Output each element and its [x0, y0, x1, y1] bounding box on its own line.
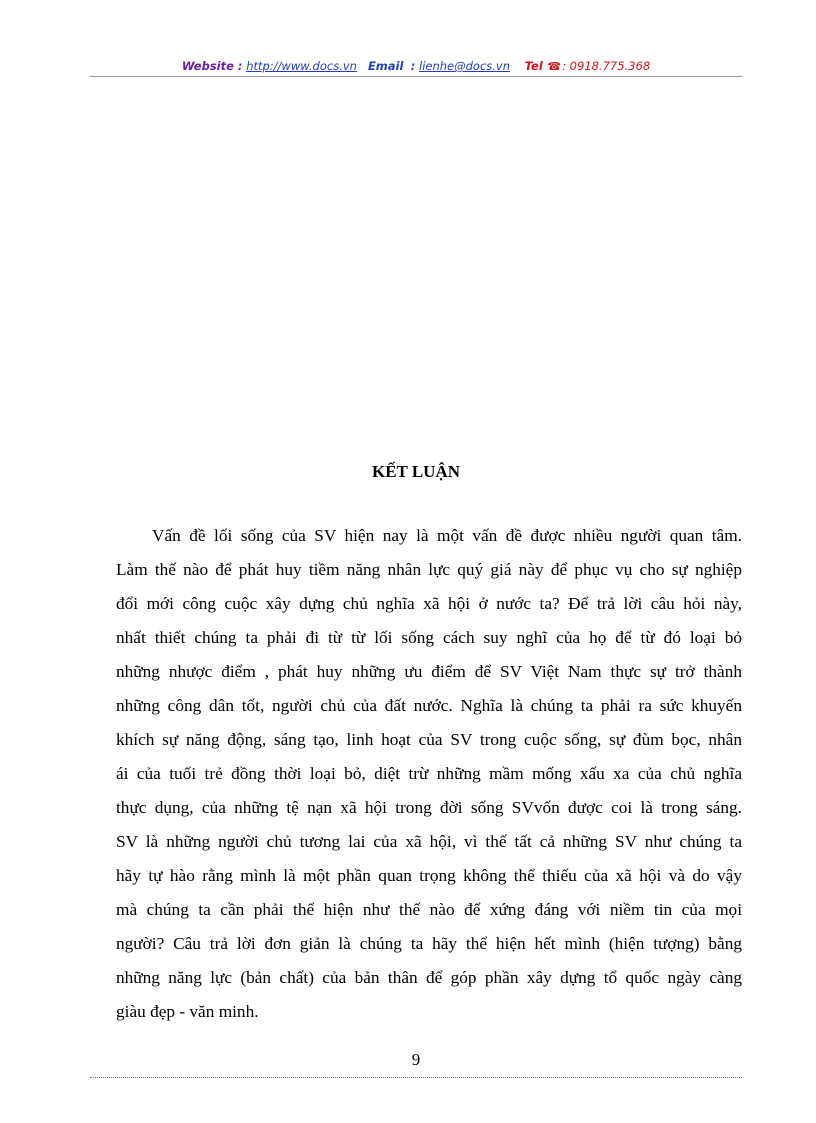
paragraph-line: những công dân tốt, người chủ của đất nước. Nghĩa là chúng ta phải ra sức khuyến	[116, 696, 742, 715]
website-link[interactable]: http://www.docs.vn	[246, 59, 357, 73]
section-title: KẾT LUẬN	[371, 462, 460, 481]
page-header	[90, 58, 742, 75]
footer-divider	[90, 1077, 742, 1078]
paragraph-line: người? Câu trả lời đơn giản là chúng ta hãy thể hiện hết mình (hiện tượng) bằng	[116, 934, 742, 953]
conclusion-paragraph	[116, 526, 742, 1036]
paragraph-line: đổi mới công cuộc xây dựng chủ nghĩa xã hội ở nước ta? Để trả lời câu hỏi này,	[116, 594, 742, 613]
email-label: Email	[367, 59, 404, 73]
paragraph-line: Làm thế nào để phát huy tiềm năng nhân lực quý giá này để phục vụ cho sự nghiệp	[116, 560, 742, 579]
tel-number: : 0918.775.368	[562, 59, 651, 73]
header-divider	[90, 76, 742, 77]
email-separator: :	[410, 59, 416, 73]
paragraph-line: những nhược điểm , phát huy những ưu điểm để SV Việt Nam thực sự trở thành	[116, 662, 742, 681]
page-number: 9	[411, 1050, 421, 1069]
website-label: Website :	[181, 59, 243, 73]
paragraph-line: mà chúng ta cần phải thể hiện như thế nào để xứng đáng với niềm tin của mọi	[116, 900, 742, 919]
paragraph-line: hãy tự hào rằng mình là một phần quan trọng không thể thiếu của xã hội và do vậy	[116, 866, 742, 885]
paragraph-line: Vấn đề lối sống của SV hiện nay là một vấn đề được nhiều người quan tâm.	[152, 526, 742, 545]
paragraph-line: khích sự năng động, sáng tạo, linh hoạt của SV trong cuộc sống, sự đùm bọc, nhân	[116, 730, 742, 749]
tel-label: Tel	[524, 59, 543, 73]
paragraph-line: nhất thiết chúng ta phải đi từ từ lối sống cách suy nghĩ của họ để từ đó loại bỏ	[116, 628, 742, 647]
email-link[interactable]: lienhe@docs.vn	[419, 59, 511, 73]
paragraph-line: những năng lực (bản chất) của bản thân để góp phần xây dựng tổ quốc ngày càng	[116, 968, 742, 987]
paragraph-line: thực dụng, của những tệ nạn xã hội trong đời sống SVvốn được coi là trong sáng.	[116, 798, 742, 817]
paragraph-line: SV là những người chủ tương lai của xã hội, vì thế tất cả những SV như chúng ta	[116, 832, 742, 851]
paragraph-line: ái của tuổi trẻ đồng thời loại bỏ, diệt trừ những mầm mống xấu xa của chủ nghĩa	[116, 764, 742, 783]
paragraph-line: giàu đẹp - văn minh.	[116, 1002, 259, 1021]
phone-icon: ☎	[547, 60, 562, 73]
